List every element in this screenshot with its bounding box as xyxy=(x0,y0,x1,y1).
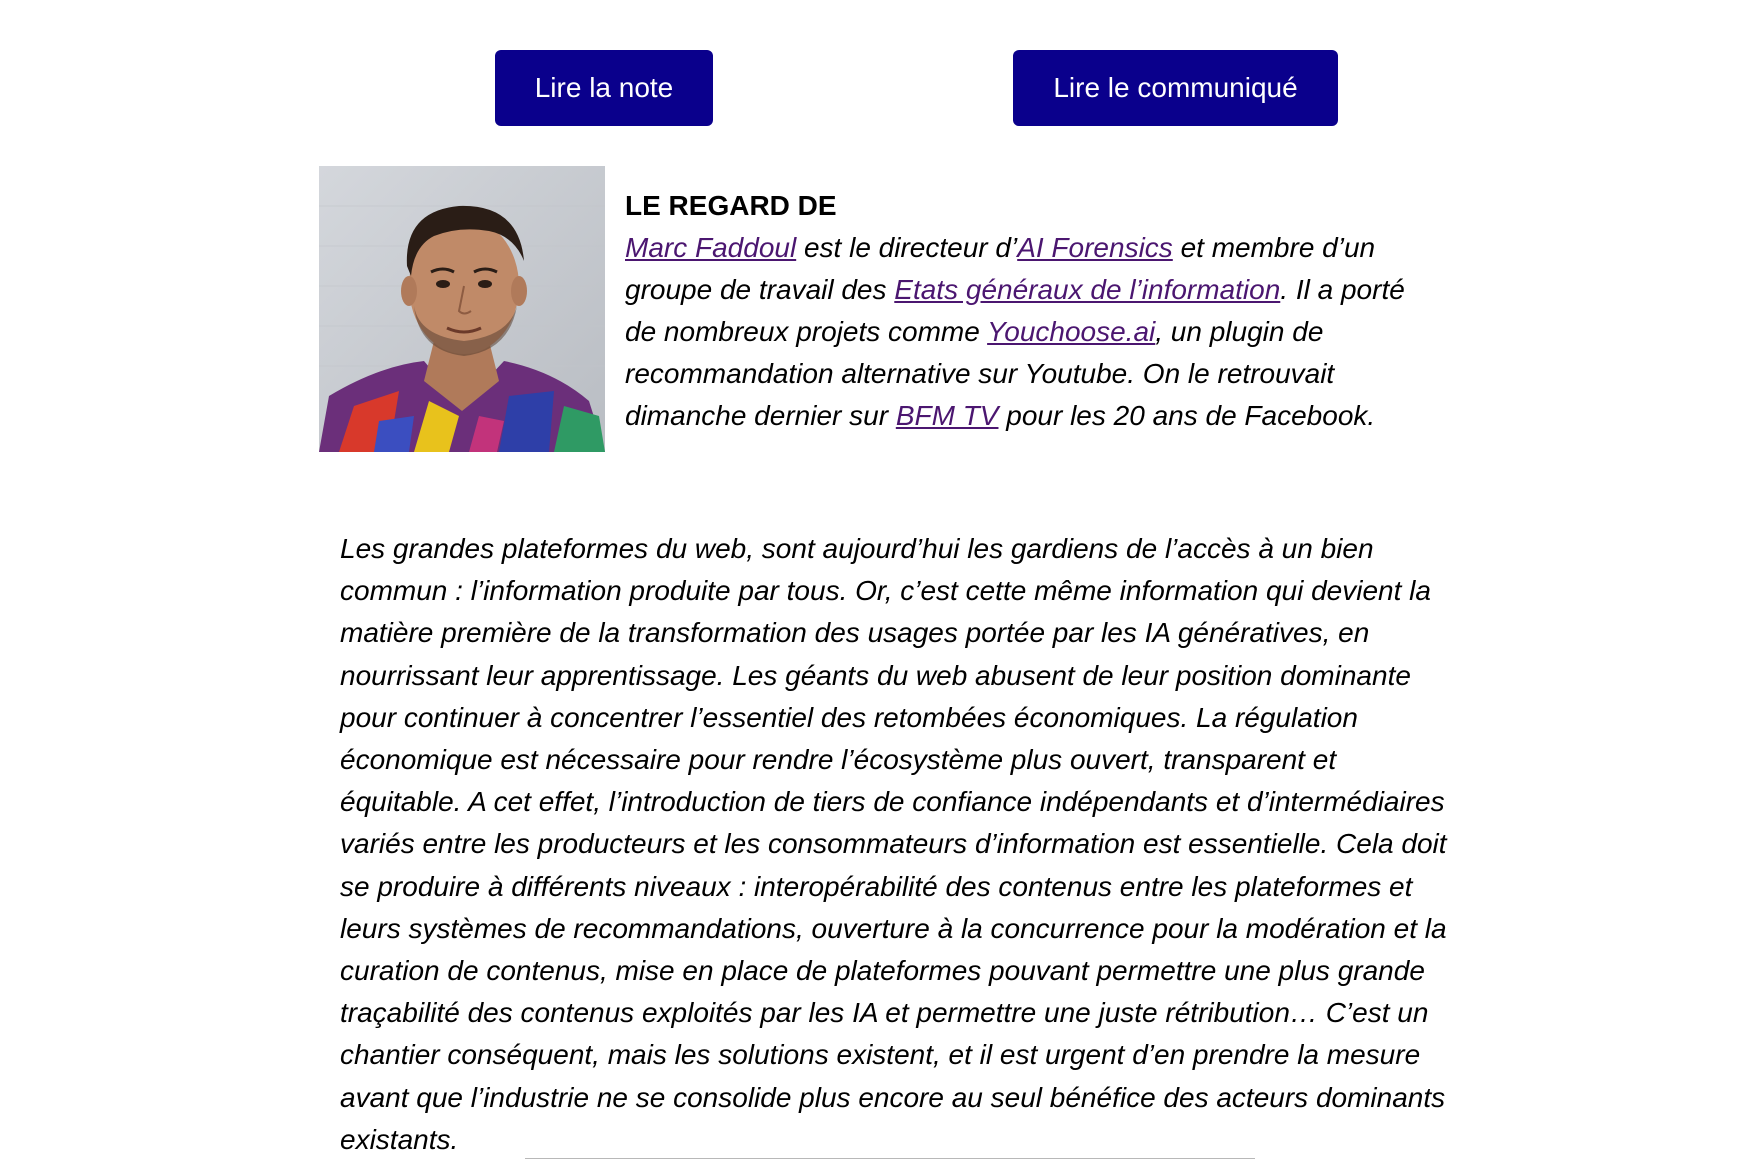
ai-forensics-link[interactable]: AI Forensics xyxy=(1017,232,1173,263)
bio-text-part-2: et membre d’un groupe de travail des xyxy=(625,232,1376,305)
youchoose-link[interactable]: Youchoose.ai xyxy=(987,316,1156,347)
bio-text-part-3: . Il a porté de nombreux projets comme xyxy=(625,274,1405,347)
bio-text-part-5: pour les 20 ans de Facebook. xyxy=(998,400,1376,431)
read-note-button[interactable]: Lire la note xyxy=(495,50,713,126)
bio-heading: LE REGARD DE xyxy=(625,190,837,221)
bio-text xyxy=(625,227,1425,437)
quote-paragraph: Les grandes plateformes du web, sont aujourd’hui les gardiens de l’accès à un bien commun : l’information produite par tous. Or, c’est cette même information qui devient la matière première de la transformation des usages portée par les IA génératives, en nourrissant leur apprentissage. Les géants du web abusent de leur position dominante pour continuer à concentrer l’essentiel des retombées économiques. La régulation économique est nécessaire pour rendre l’écosystème plus ouvert, transparent et équitable. A cet effet, l’introduction de tiers de confiance indépendants et d’intermédiaires variés entre les producteurs et les consommateurs d’information est essentielle. Cela doit se produire à différents niveaux : interopérabilité des contenus entre les plateformes et leurs systèmes de recommandations, ouverture à la concurrence pour la modération et la curation de contenus, mise en place de plateformes pouvant permettre une plus grande traçabilité des contenus exploités par les IA et permettre une juste rétribution… C’est un chantier conséquent, mais les solutions existent, et il est urgent d’en prendre la mesure avant que l’industrie ne se consolide plus encore au seul bénéfice des acteurs dominants existants. xyxy=(340,533,1447,1155)
bio-text-part-1: est le directeur d’ xyxy=(796,232,1018,263)
read-press-release-button[interactable]: Lire le communiqué xyxy=(1013,50,1338,126)
etats-generaux-link[interactable]: Etats généraux de l’information xyxy=(894,274,1281,305)
author-name-link[interactable]: Marc Faddoul xyxy=(625,232,797,263)
bfm-tv-link[interactable]: BFM TV xyxy=(895,400,999,431)
bio-text-part-4: , un plugin de recommandation alternative sur Youtube. On le retrouvait dimanche dernier sur xyxy=(625,316,1335,431)
author-portrait xyxy=(319,166,605,452)
author-bio xyxy=(625,185,1425,437)
